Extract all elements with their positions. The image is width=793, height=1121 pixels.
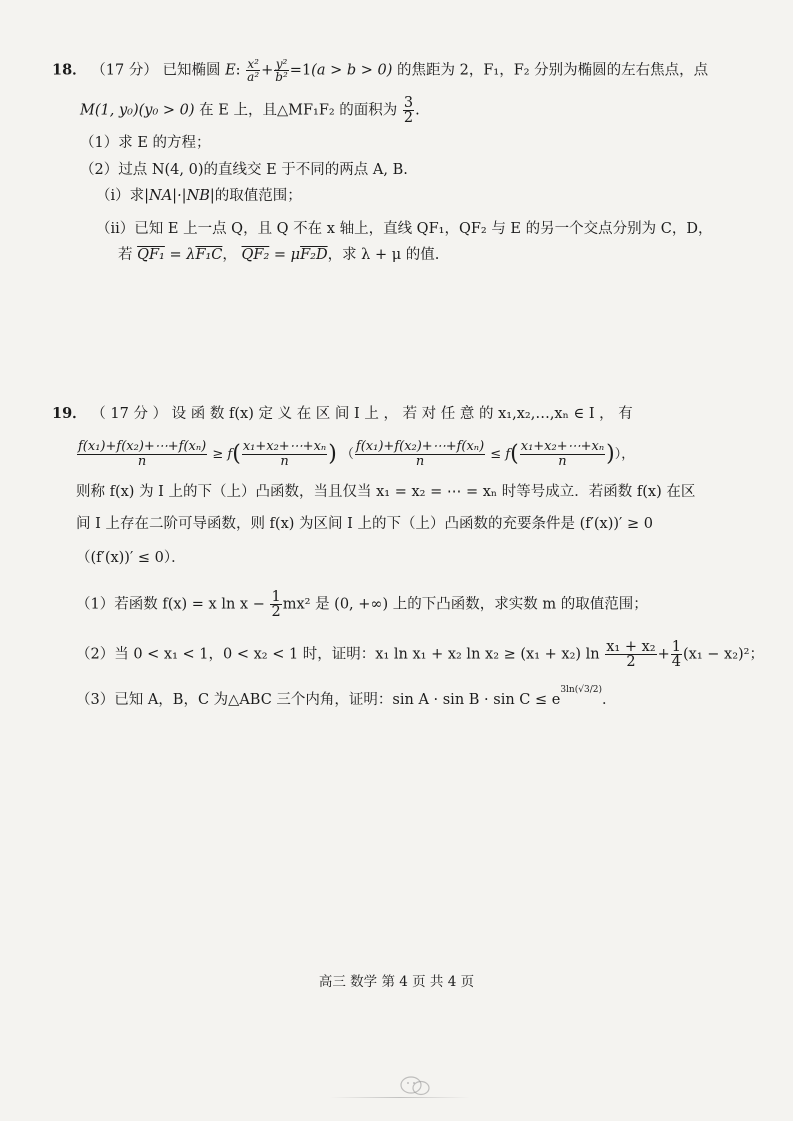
p2-mean: $\frac{\text{x₁ + x₂}}{2}$ [606, 639, 656, 670]
q19-line5: （(f′(x))′ ≤ 0）． [76, 550, 186, 566]
q18-part2-ii-line2: 若 QF₁ = λF₁C， QF₂ = μF₂D，求 λ + μ 的值. [118, 247, 440, 263]
point-m: M(1, y₀)(y₀ > 0) [80, 102, 195, 119]
mean-x-lhs: $\frac{\text{x₁+x₂+⋯+xₙ}}{n}$ [242, 439, 327, 469]
watermark-line [330, 1097, 470, 1098]
lambda: = λ [164, 247, 196, 263]
vector-f2d: F₂D [300, 247, 328, 263]
q19-part3 [76, 685, 617, 710]
q19-intro: （ 17 分 ） 设 函 数 f(x) 定 义 在 区 间 I 上 ， 若 对 任 意 的 x₁,x₂,…,xₙ ∈ I ， 有 [91, 406, 633, 422]
vector-f1c: F₁C [195, 247, 223, 263]
wechat-icon [397, 1075, 437, 1097]
q18-line1: 18． （17 分） 已知椭圆 E: $\frac{\text{x²}}{\text{a²}}$ + $\frac{\text{y²}}{\text{b²}}$ =1(a > b > 0) 的焦距为 2，F₁，F₂ 分别为椭圆的左右焦点，点 [52, 57, 709, 84]
p2-suffix: (x₁ − x₂)²； [683, 646, 764, 663]
p3-suffix: ． [601, 692, 617, 708]
q19-number: 19． [52, 405, 87, 422]
q18-foci: F₁，F₂ 分别为椭圆的左右焦点，点 [483, 62, 709, 79]
ge-f: ≥ f [212, 447, 233, 462]
q18-line2: M(1, y₀)(y₀ > 0) 在 E 上，且△MF₁F₂ 的面积为 $\frac{3}{2}$ . [80, 95, 420, 126]
q19-line4: 间 I 上存在二阶可导函数，则 f(x) 为区间 I 上的下（上）凸函数的充要条件是 (f′(x))′ ≥ 0 [76, 516, 653, 532]
q18-part2: （2）过点 N(4, 0)的直线交 E 于不同的两点 A, B. [80, 162, 408, 178]
ellipse-x-term: $\frac{\text{x²}}{\text{a²}}$ [247, 57, 260, 84]
ruo: 若 [118, 247, 133, 263]
mean-f-lhs: $\frac{\text{f(x₁)+f(x₂)+⋯+f(xₙ)}}{n}$ [78, 439, 207, 469]
q19-line1 [52, 404, 633, 424]
p3-prefix: （3）已知 A，B，C 为△ABC 三个内角，证明：sin A · sin B · sin C ≤ e [76, 692, 561, 708]
page-footer: 高三 数学 第 4 页 共 4 页 [318, 974, 475, 990]
q18-focal: 的焦距为 2， [396, 62, 484, 79]
part2i-prefix: （i）求 [96, 188, 145, 204]
part2ii-end: ，求 λ + μ 的值. [327, 247, 440, 263]
part2i-suffix: 的取值范围； [214, 188, 302, 204]
q18-score: （17 分） [91, 62, 158, 79]
p2-quarter: $\frac{1}{4}$ [671, 639, 681, 670]
mean-x-rhs: $\frac{\text{x₁+x₂+⋯+xₙ}}{n}$ [520, 439, 605, 469]
mu: = μ [269, 247, 301, 263]
le-f: ≤ f [490, 447, 511, 462]
p3-exponent: 3ln(√3/2) [560, 685, 602, 696]
q19-part1 [76, 590, 648, 619]
ellipse-name: E [225, 62, 236, 79]
q19-part2 [76, 640, 764, 669]
q18-part2-i [96, 186, 302, 206]
q18-intro: 已知椭圆 [162, 62, 221, 79]
p2-prefix: （2）当 0 < x₁ < 1，0 < x₂ < 1 时，证明：x₁ ln x₁ + x₂ ln x₂ ≥ (x₁ + x₂) ln [76, 646, 600, 663]
p1-suffix: mx² 是 (0, +∞) 上的下凸函数，求实数 m 的取值范围； [282, 596, 648, 613]
p2-plus: + [657, 646, 670, 663]
p1-prefix: （1）若函数 f(x) = x ln x − [76, 596, 265, 613]
area-fraction: $\frac{3}{2}$ [403, 95, 414, 126]
ellipse-y-term: $\frac{\text{y²}}{\text{b²}}$ [275, 57, 288, 84]
ellipse-rhs: =1 [289, 62, 312, 79]
mean-f-rhs: $\frac{\text{f(x₁)+f(x₂)+⋯+f(xₙ)}}{n}$ [355, 439, 485, 469]
part2i-expr: |NA|·|NB| [144, 188, 215, 204]
p1-half: $\frac{1}{2}$ [271, 589, 281, 620]
vector-qf2: QF₂ [241, 247, 270, 263]
q18-number: 18． [52, 61, 87, 79]
vector-qf1: QF₁ [137, 247, 165, 263]
q19-inequality-line: $\frac{\text{f(x₁)+f(x₂)+⋯+f(xₙ)}}{n}$ ≥ f( $\frac{\text{x₁+x₂+⋯+xₙ}}{n}$ ) （ $\frac{\text{f(x₁)+f(x₂)+⋯+f(xₙ)}}{n}$ ≤ f( $\frac{\text{x₁+x₂+⋯+xₙ}}{n}$ )）， [78, 439, 635, 469]
q19-line3: 则称 f(x) 为 I 上的下（上）凸函数，当且仅当 x₁ = x₂ = ⋯ = xₙ 时等号成立．若函数 f(x) 在区 [76, 484, 696, 500]
q18-part2-ii-line1: （ii）已知 E 上一点 Q，且 Q 不在 x 轴上，直线 QF₁，QF₂ 与 E 的另一个交点分别为 C，D， [96, 221, 713, 237]
q18-part1: （1）求 E 的方程； [80, 135, 211, 151]
ellipse-condition: (a > b > 0) [311, 62, 393, 79]
q18-on-e: 在 E 上，且△MF₁F₂ 的面积为 [199, 102, 398, 119]
